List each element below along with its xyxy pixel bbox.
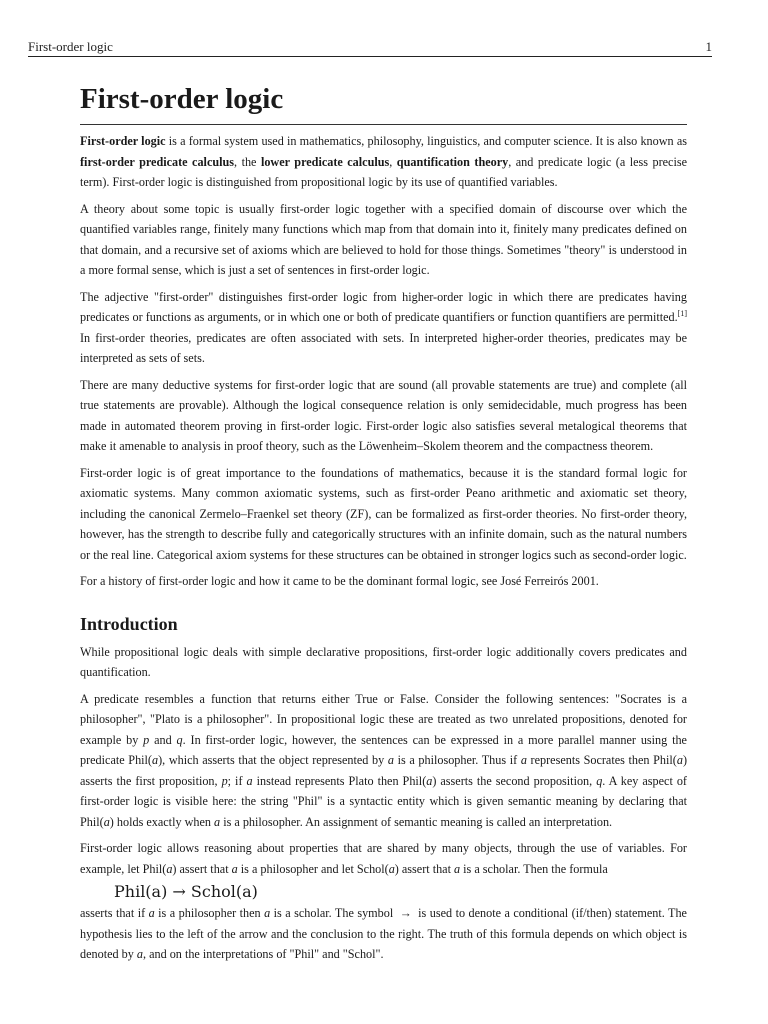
page-title: First-order logic bbox=[80, 83, 284, 115]
paragraph: There are many deductive systems for first-order logic that are sound (all provable statements are true) and complete (all true statements are provable). Although the logical consequence relation is only semidecidable, much progress has been made in automated theorem proving in first-order logic. First-order logic also satisfies several metalogical theorems that make it amenable to analysis in proof theory, such as the Löwenheim–Skolem theorem and the compactness theorem. bbox=[80, 377, 687, 453]
paragraph: First-order logic is of great importance to the foundations of mathematics, because it is the standard formal logic for axiomatic systems. Many common axiomatic systems, such as first-order Peano arithmetic and axiomatic set theory, including the canonical Zermelo–Fraenkel set theory (ZF), can be formalized as first-order theories. No first-order theory, however, has the strength to describe fully and categorically structures with an infinite domain, such as the natural numbers or the real line. Categorical axiom systems for these structures can be obtained in stronger logics such as second-order logic. bbox=[80, 465, 687, 562]
paragraph: First-order logic allows reasoning about properties that are shared by many objects, through the use of variables. For example, let Phil(a) assert that a is a philosopher and let Schol(a) assert that a is a scholar. Then the formula bbox=[80, 841, 687, 876]
math-formula: Phil(a) → Schol(a) bbox=[114, 882, 258, 901]
bold-term: First-order logic bbox=[80, 134, 166, 148]
page-number: 1 bbox=[705, 39, 712, 54]
section-heading-introduction: Introduction bbox=[80, 613, 178, 634]
paragraph: The adjective "first-order" distinguishes first-order logic from higher-order logic in which there are predicates having predicates or functions as arguments, or in which one or both of predicate quantifiers or function quantifiers are permitted.[1] In first-order theories, predicates are often associated with sets. In interpreted higher-order theories, predicates may be interpreted as sets of sets. bbox=[80, 289, 687, 365]
right-arrow-icon: → bbox=[399, 906, 412, 920]
paragraph: A predicate resembles a function that returns either True or False. Consider the following sentences: "Socrates is a philosopher", "Plato is a philosopher". In propositional logic these are treated as two unrelated propositions, denoted for example by p and q. In first-order logic, however, the sentences can be expressed in a more parallel manner using the predicate Phil(a), which asserts that the object represented by a is a philosopher. Thus if a represents Socrates then Phil(a) asserts the first proposition, p; if a instead represents Plato then Phil(a) asserts the second proposition, q. A key aspect of first-order logic is visible here: the string "Phil" is a syntactic entity which is given semantic meaning by declaring that Phil(a) holds exactly when a is a philosopher. An assignment of semantic meaning is called an interpretation. bbox=[80, 691, 687, 829]
lead-paragraph: First-order logic is a formal system used in mathematics, philosophy, linguistics, and computer science. It is also known as first-order predicate calculus, the lower predicate calculus, quantification theory, and predicate logic (a less precise term). First-order logic is distinguished from propositional logic by its use of quantified variables. bbox=[80, 134, 688, 189]
paragraph: A theory about some topic is usually first-order logic together with a specified domain of discourse over which the quantified variables range, finitely many functions which map from that domain into it, finitely many predicates defined on that domain, and a recursive set of axioms which are believed to hold for those things. Sometimes "theory" is understood in a more formal sense, which is just a set of sentences in first-order logic. bbox=[80, 201, 687, 277]
paragraph: asserts that if a is a philosopher then a is a scholar. The symbol → is used to denote a conditional (if/then) statement. The hypothesis lies to the left of the arrow and the conclusion to the right. The truth of this formula depends on which object is denoted by a, and on the interpretations of "Phil" and "Schol". bbox=[80, 903, 687, 965]
paragraph: While propositional logic deals with simple declarative propositions, first-order logic additionally covers predicates and quantification. bbox=[80, 644, 687, 679]
citation-link[interactable]: [1] bbox=[677, 309, 687, 318]
running-title: First-order logic bbox=[28, 39, 113, 54]
bold-term: first-order predicate calculus bbox=[80, 154, 235, 169]
running-header bbox=[28, 37, 712, 57]
article-body bbox=[80, 76, 687, 971]
paragraph: For a history of first-order logic and how it came to be the dominant formal logic, see José Ferreirós 2001. bbox=[80, 574, 599, 588]
bold-term: quantification theory bbox=[396, 154, 509, 169]
title-divider bbox=[80, 124, 687, 125]
header-divider bbox=[28, 56, 712, 57]
bold-term: lower predicate calculus bbox=[260, 154, 390, 169]
